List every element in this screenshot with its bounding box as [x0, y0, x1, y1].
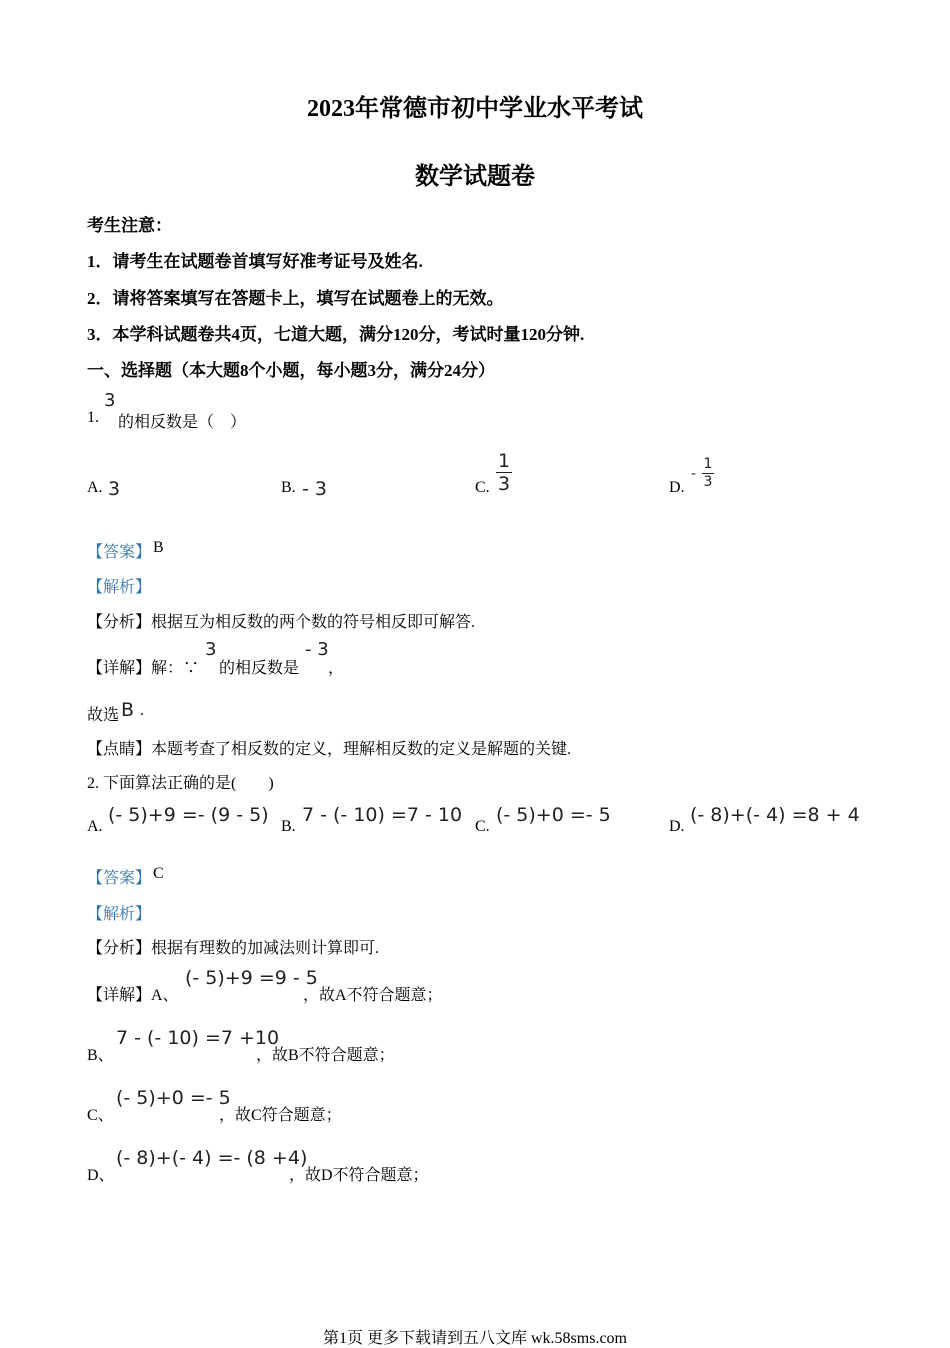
detail-math-2: - 3 — [305, 639, 329, 660]
detail-a-suffix: ，故A不符合题意； — [303, 987, 443, 1004]
question-math: 3 — [104, 390, 116, 411]
answer-value: C — [153, 865, 164, 882]
answer-value: B — [153, 539, 164, 556]
option-d-sign: - — [691, 466, 697, 482]
option-c-label: C. — [475, 818, 490, 835]
question-stem: 的相反数是（ ） — [118, 414, 247, 431]
option-b-label: B. — [281, 818, 296, 835]
answer-tag: 【答案】 — [87, 544, 152, 561]
choose-math: B — [121, 699, 135, 721]
detail-a-prefix: 【详解】A、 — [87, 987, 179, 1004]
document-subtitle: 数学试题卷 — [415, 164, 535, 190]
detail-prefix: 【详解】解：∵ — [87, 660, 200, 677]
detail-c-prefix: C、 — [87, 1107, 114, 1124]
fraction-denominator: 3 — [497, 473, 511, 495]
detail-d-math: (- 8)+(- 4) =- (8 +4) — [116, 1147, 308, 1169]
notice-heading: 考生注意： — [87, 216, 172, 235]
dianjing-text: 【点睛】本题考查了相反数的定义，理解相反数的定义是解题的关键. — [87, 741, 572, 758]
analysis-text: 【分析】根据有理数的加减法则计算即可. — [87, 940, 380, 957]
question-stem: 2. 下面算法正确的是( ) — [87, 775, 274, 792]
option-b-math: 7 - (- 10) =7 - 10 — [302, 804, 463, 826]
notice-item-1: 1．请考生在试题卷首填写好准考证号及姓名. — [87, 252, 423, 271]
detail-d-suffix: ，故D不符合题意； — [289, 1167, 429, 1184]
notice-item-3: 3．本学科试题卷共4页，七道大题，满分120分，考试时量120分钟. — [87, 325, 585, 344]
option-c-math: (- 5)+0 =- 5 — [496, 804, 611, 826]
fraction-numerator: 1 — [497, 450, 511, 472]
option-a-label: A. — [87, 479, 103, 496]
option-c-label: C. — [475, 479, 490, 496]
choose-end: . — [140, 702, 144, 719]
question-number: 1. — [87, 409, 99, 426]
option-a-label: A. — [87, 818, 103, 835]
analysis-tag: 【解析】 — [87, 906, 152, 923]
option-d-label: D. — [669, 818, 685, 835]
page-footer: 第1页 更多下载请到五八文库 wk.58sms.com — [322, 1330, 627, 1347]
answer-tag: 【答案】 — [87, 870, 152, 887]
fraction-denominator: 3 — [703, 474, 713, 490]
detail-middle: 的相反数是 — [219, 660, 300, 677]
detail-b-suffix: ，故B不符合题意； — [256, 1047, 395, 1064]
detail-a-math: (- 5)+9 =9 - 5 — [185, 967, 318, 989]
analysis-tag: 【解析】 — [87, 579, 152, 596]
option-d-label: D. — [669, 479, 685, 496]
document-title: 2023年常德市初中学业水平考试 — [307, 96, 643, 122]
option-d-math: (- 8)+(- 4) =8 + 4 — [690, 804, 860, 826]
detail-math-1: 3 — [205, 639, 217, 660]
detail-b-prefix: B、 — [87, 1047, 114, 1064]
detail-c-math: (- 5)+0 =- 5 — [116, 1087, 231, 1109]
detail-b-math: 7 - (- 10) =7 +10 — [116, 1027, 280, 1049]
option-d-fraction — [702, 456, 714, 491]
option-a-math: (- 5)+9 =- (9 - 5) — [108, 804, 269, 826]
fraction-numerator: 1 — [703, 456, 713, 472]
option-c-fraction — [496, 450, 512, 495]
detail-d-prefix: D、 — [87, 1167, 115, 1184]
detail-c-suffix: ，故C符合题意； — [219, 1107, 342, 1124]
analysis-text: 【分析】根据互为相反数的两个数的符号相反即可解答. — [87, 614, 476, 631]
option-b-math: - 3 — [302, 478, 327, 500]
detail-end: ， — [328, 660, 345, 677]
choose-prefix: 故选 — [87, 707, 120, 724]
notice-item-2: 2．请将答案填写在答题卡上，填写在试题卷上的无效。 — [87, 289, 504, 308]
section-heading: 一、选择题（本大题8个小题，每小题3分，满分24分） — [87, 361, 495, 380]
option-a-math: 3 — [108, 478, 121, 500]
option-b-label: B. — [281, 479, 296, 496]
